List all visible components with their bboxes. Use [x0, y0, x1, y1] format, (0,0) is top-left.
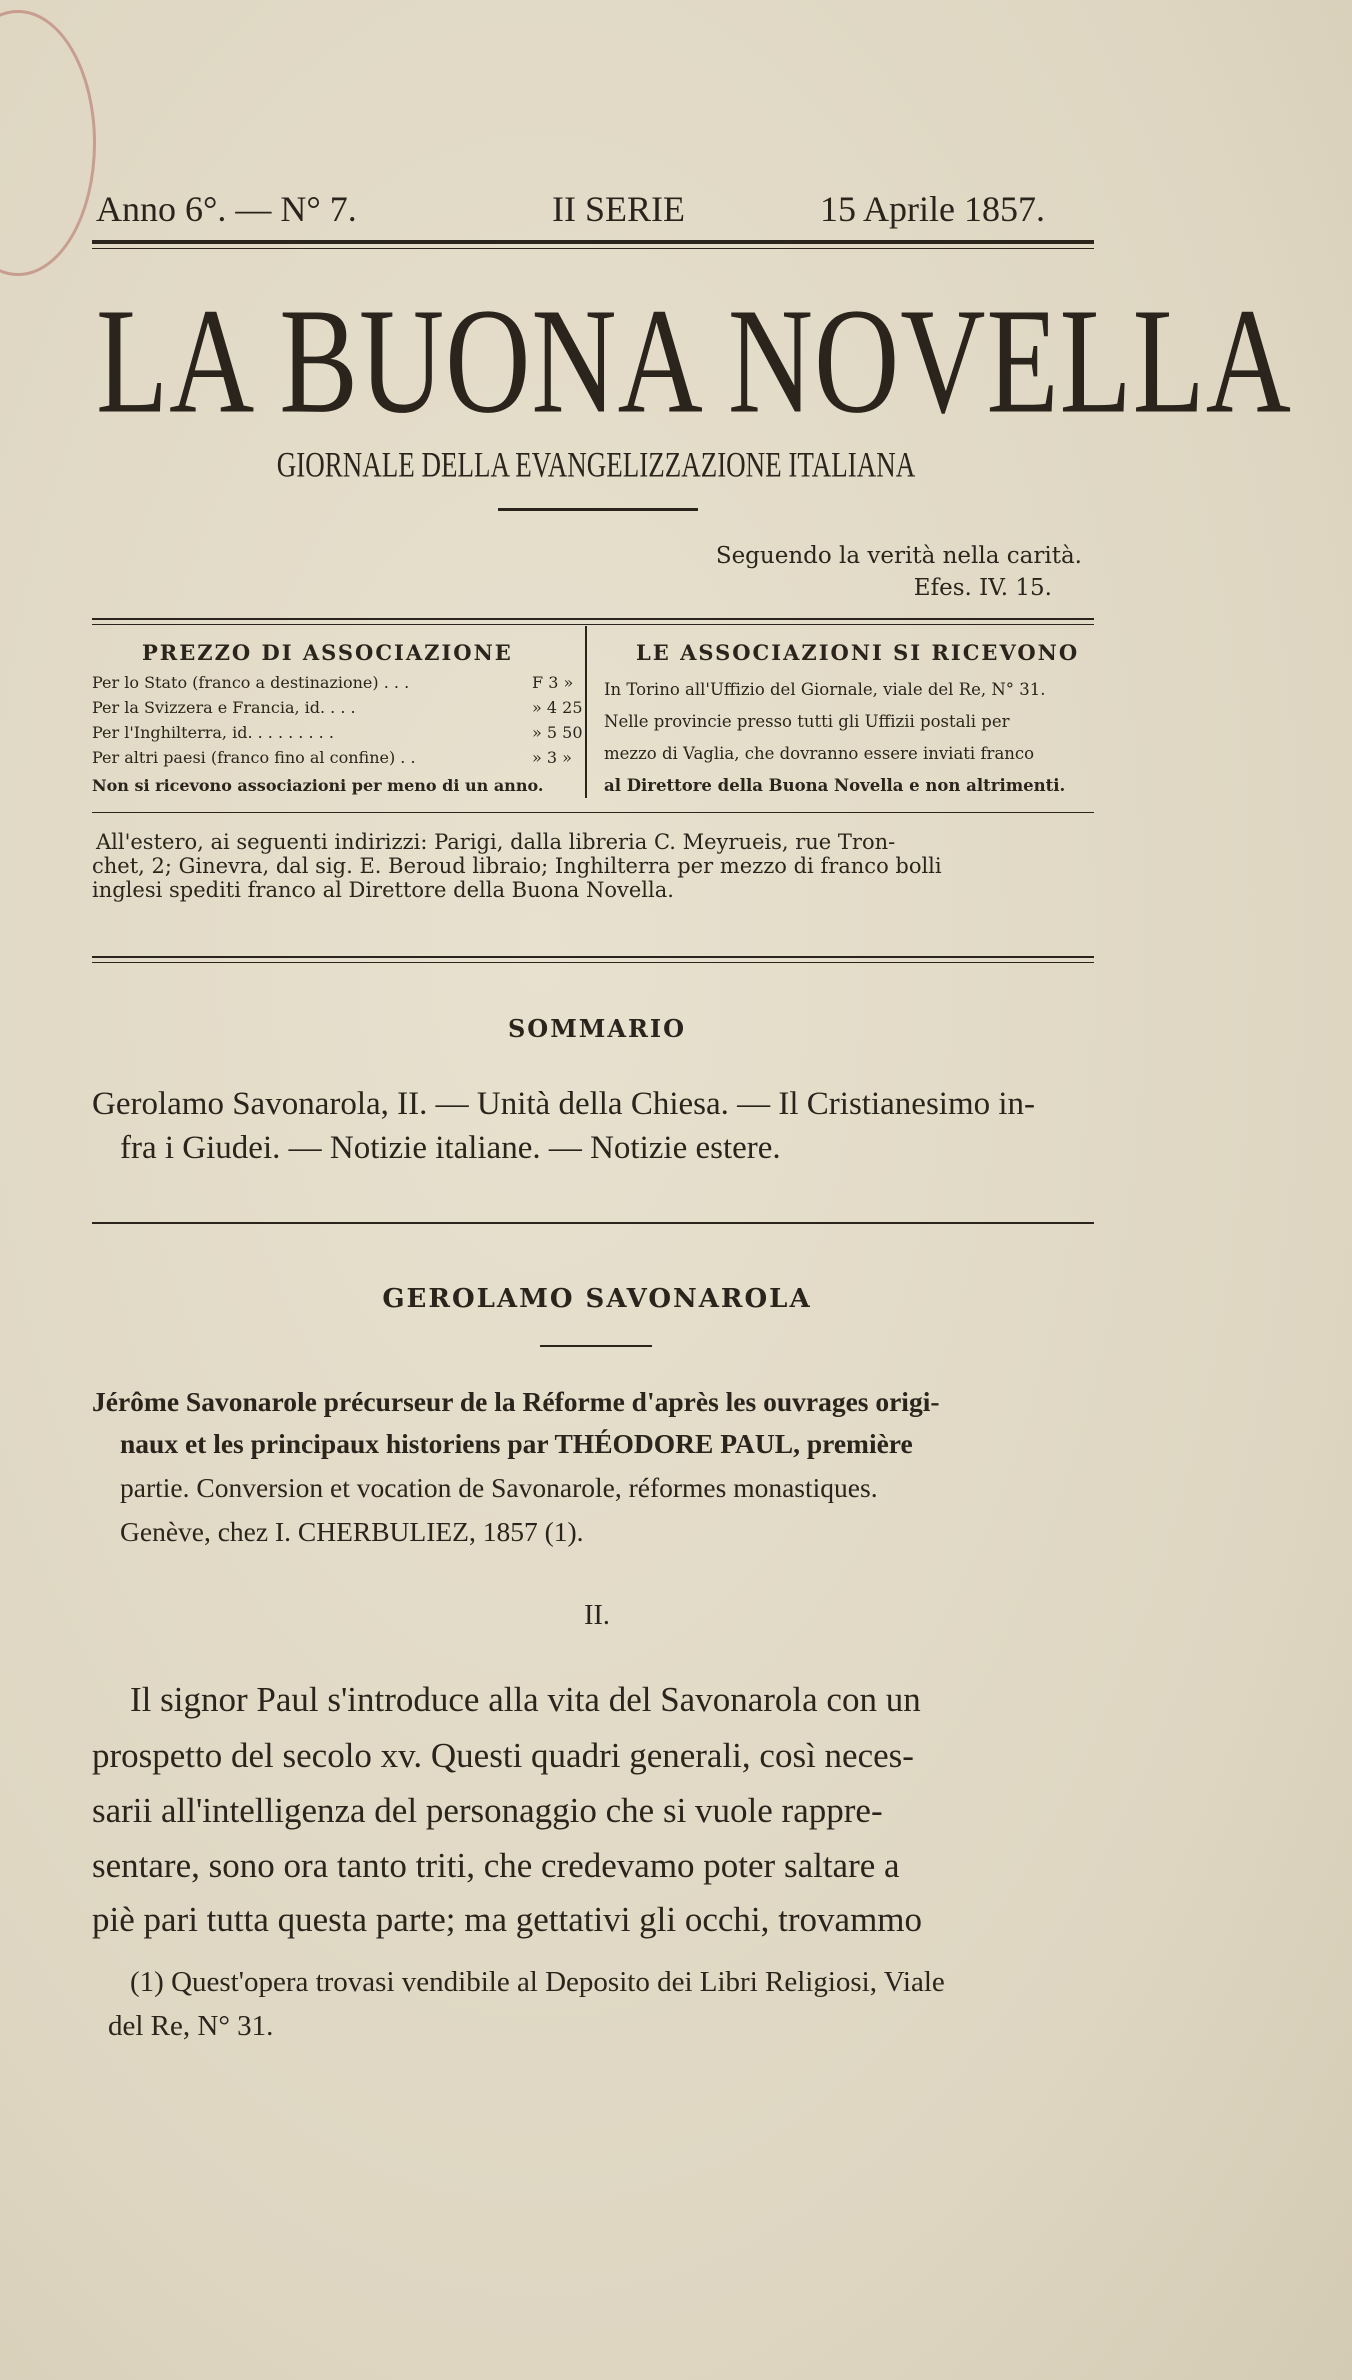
issue-header — [92, 188, 1102, 236]
price-row — [92, 723, 583, 742]
price-row — [92, 748, 572, 767]
article-title: GEROLAMO SAVONAROLA — [382, 1284, 812, 1314]
paragraph-line: piè pari tutta questa parte; ma gettativi gli occhi, trovammo — [92, 1900, 923, 1939]
subscription-line: In Torino all'Uffizio del Giornale, viale del Re, N° 31. — [604, 680, 1046, 699]
paragraph-line: sentare, sono ora tanto triti, che credevamo poter saltare a — [92, 1846, 900, 1885]
price-amount: » 5 50 — [532, 723, 583, 742]
estero-rule-2 — [92, 962, 1094, 963]
price-amount: F 3 » — [532, 673, 574, 692]
sommario-title: SOMMARIO — [507, 1014, 687, 1043]
review-line: partie. Conversion et vocation de Savonarole, réformes monastiques. — [120, 1472, 878, 1503]
paragraph-line: sarii all'intelligenza del personaggio che si vuole rappre- — [92, 1791, 883, 1830]
price-box-title: PREZZO DI ASSOCIAZIONE — [142, 640, 513, 665]
box-divider — [585, 626, 587, 798]
footnote-line: (1) Quest'opera trovasi vendibile al Deposito dei Libri Religiosi, Viale — [130, 1966, 945, 1998]
review-line: naux et les principaux historiens par THÉODORE PAUL, première — [120, 1428, 913, 1459]
price-amount: » 3 » — [532, 748, 572, 767]
motto-reference: Efes. IV. 15. — [913, 575, 1052, 601]
paragraph-line: prospetto del secolo xv. Questi quadri generali, così neces- — [92, 1736, 914, 1775]
price-label: Per la Svizzera e Francia, id. . . . — [92, 698, 356, 717]
article-title-rule — [540, 1345, 652, 1347]
price-label: Per l'Inghilterra, id. . . . . . . . . — [92, 723, 334, 742]
price-label: Per altri paesi (franco fino al confine) . . — [92, 748, 416, 767]
masthead-title: LA BUONA NOVELLA — [96, 277, 1292, 445]
subscription-line: al Direttore della Buona Novella e non altrimenti. — [604, 776, 1066, 795]
section-number: II. — [584, 1600, 610, 1631]
sommario-line: fra i Giudei. — Notizie italiane. — Notizie estere. — [120, 1130, 781, 1166]
price-row — [92, 698, 583, 717]
price-amount: » 4 25 — [532, 698, 583, 717]
library-stamp — [0, 10, 96, 276]
header-rule-thin — [92, 248, 1094, 249]
review-line: Genève, chez I. CHERBULIEZ, 1857 (1). — [120, 1516, 584, 1547]
header-rule-thick — [92, 240, 1094, 244]
foreign-line: All'estero, ai seguenti indirizzi: Parigi, dalla libreria C. Meyrueis, rue Tron- — [96, 830, 896, 854]
foreign-subscriptions — [92, 830, 1102, 902]
box-rule-top-2 — [92, 624, 1094, 625]
estero-rule-1 — [92, 956, 1094, 958]
issue-date: 15 Aprile 1857. — [820, 189, 1045, 229]
paragraph-line: Il signor Paul s'introduce alla vita del Savonarola con un — [130, 1680, 921, 1719]
sommario-line: Gerolamo Savonarola, II. — Unità della Chiesa. — Il Cristianesimo in- — [92, 1086, 1036, 1122]
motto — [716, 540, 1082, 604]
subtitle-rule — [498, 508, 698, 511]
box-rule-top-1 — [92, 618, 1094, 620]
motto-text: Seguendo la verità nella carità. — [715, 543, 1082, 569]
sommario-rule — [92, 1222, 1094, 1224]
review-line: Jérôme Savonarole précurseur de la Réforme d'après les ouvrages origi- — [92, 1386, 940, 1417]
subscription-line: mezzo di Vaglia, che dovranno essere inviati franco — [604, 744, 1035, 763]
series-label: II SERIE — [552, 189, 685, 229]
box-rule-bottom — [92, 812, 1094, 813]
subscription-line: Nelle provincie presso tutti gli Uffizii postali per — [604, 712, 1010, 731]
foreign-line: inglesi spediti franco al Direttore della Buona Novella. — [92, 878, 674, 902]
price-row — [92, 673, 574, 692]
masthead-subtitle: GIORNALE DELLA EVANGELIZZAZIONE ITALIANA — [276, 444, 916, 485]
subscription-box-title: LE ASSOCIAZIONI SI RICEVONO — [636, 640, 1080, 665]
price-note: Non si ricevono associazioni per meno di un anno. — [92, 776, 544, 795]
foreign-line: chet, 2; Ginevra, dal sig. E. Beroud libraio; Inghilterra per mezzo di franco bolli — [92, 854, 942, 878]
price-label: Per lo Stato (franco a destinazione) . . . — [92, 673, 410, 692]
footnote-line: del Re, N° 31. — [108, 2010, 274, 2042]
issue-number: Anno 6°. — N° 7. — [96, 189, 357, 229]
